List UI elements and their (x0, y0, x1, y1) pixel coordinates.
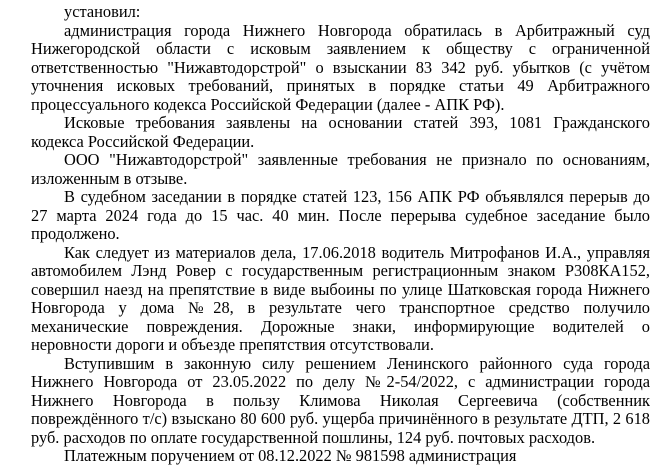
paragraph-payment-order: Платежным поручением от 08.12.2022 № 981598 администрация (64, 446, 517, 465)
paragraph-recess: В судебном заседании в порядке статей 123, 156 АПК РФ объявлялся перерыв до 27 марта 2024 года до 15 час. 40 мин. После перерыва судебное заседание было продолжено. (31, 187, 650, 243)
paragraph-legal-basis: Исковые требования заявлены на основании статей 393, 1081 Гражданского кодекса Российской Федерации. (31, 113, 650, 151)
paragraph-incident: Как следует из материалов дела, 17.06.2018 водитель Митрофанов И.А., управляя автомобилем Лэнд Ровер с государственным регистрационным знаком Р308КА152, совершил наезд на препятствие в виде выбоины по улице Шатковская города Нижнего Новгорода у дома №28, в результате чего транспортное средство получило механические повреждения. Дорожные знаки, информирующие водителей о неровности дороги и объезде препятствия отсутствовали. (31, 242, 650, 354)
paragraph-court-decision: Вступившим в законную силу решением Ленинского районного суда города Нижнего Новгорода от 23.05.2022 по делу №2-54/2022, с администрации города Нижнего Новгорода в пользу Климова Николая Сергеевича (собственник повреждённого т/с) взыскано 80 600 руб. ущерба причинённого в результате ДТП, 2 618 руб. расходов по оплате государственной пошлины, 124 руб. почтовых расходов. (31, 353, 650, 447)
paragraph-defendant-position: ООО "Нижавтодорстрой" заявленные требования не признало по основаниям, изложенным в отзыве. (31, 150, 650, 188)
paragraph-ustanovil: установил: (64, 2, 141, 21)
paragraph-claim: администрация города Нижнего Новгорода обратилась в Арбитражный суд Нижегородской области с исковым заявлением к обществу с ограниченной ответственностью "Нижавтодорстрой" о взыскании 83 342 руб. убытков (с учётом уточнения исковых требований, принятых в порядке статьи 49 Арбитражного процессуального кодекса Российской Федерации (далее - АПК РФ). (31, 20, 650, 114)
cut-off-line-container (31, 446, 650, 465)
